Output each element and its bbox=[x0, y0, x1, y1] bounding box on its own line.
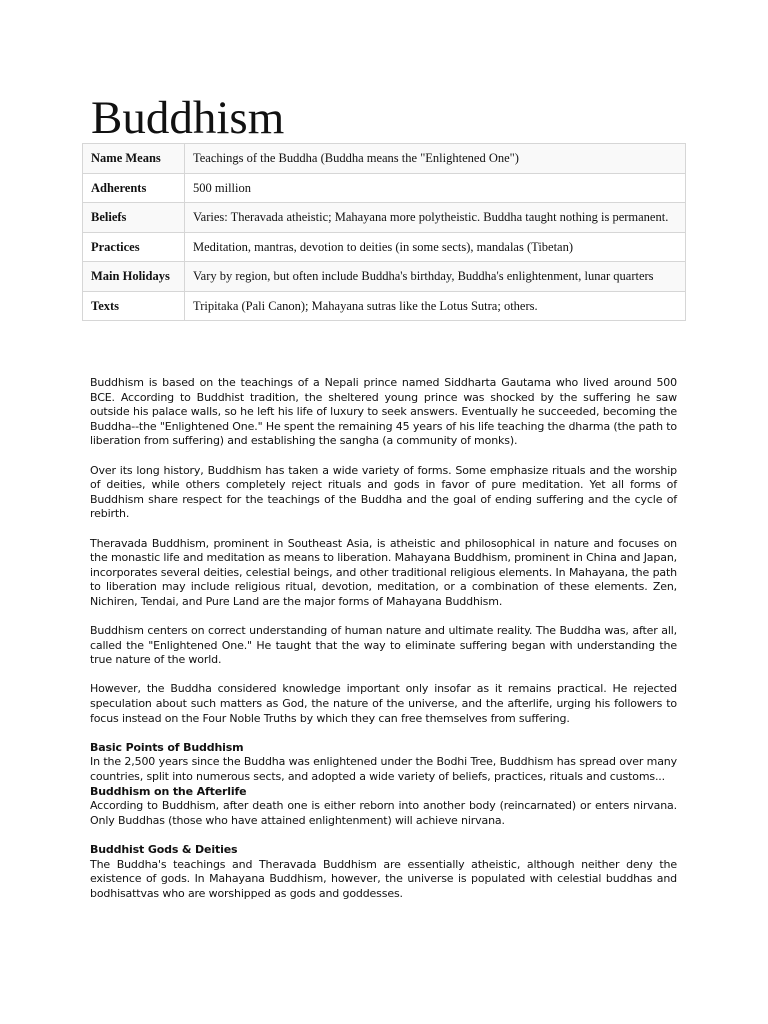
summary-table bbox=[82, 143, 686, 321]
row-value: Vary by region, but often include Buddha's birthday, Buddha's enlightenment, lunar quarters bbox=[185, 262, 686, 292]
page-title: Buddhism bbox=[91, 92, 285, 144]
section-heading: Basic Points of Buddhism bbox=[90, 740, 244, 754]
row-value: Teachings of the Buddha (Buddha means the "Enlightened One") bbox=[185, 144, 686, 174]
paragraph: Theravada Buddhism, prominent in Southeast Asia, is atheistic and philosophical in nature and focuses on the monastic life and meditation as means to liberation. Mahayana Buddhism, prominent in China and Japan, incorporates several deities, celestial beings, and other traditional religious elements. In Mahayana, the path to liberation may include religious ritual, devotion, meditation, or a combination of these elements. Zen, Nichiren, Tendai, and Pure Land are the major forms of Mahayana Buddhism. bbox=[90, 536, 677, 608]
row-key: Name Means bbox=[83, 144, 185, 174]
paragraph: Buddhism is based on the teachings of a Nepali prince named Siddharta Gautama who lived around 500 BCE. According to Buddhist tradition, the sheltered young prince was shocked by the suffering he saw outside his palace walls, so he left his life of luxury to seek answers. Eventually he succeeded, becoming the Buddha--the "Enlightened One." He spent the remaining 45 years of his life teaching the dharma (the path to liberation from suffering) and establishing the sangha (a community of monks). bbox=[90, 376, 677, 448]
table-row bbox=[83, 144, 686, 174]
paragraph: However, the Buddha considered knowledge important only insofar as it remains practical. He rejected speculation about such matters as God, the nature of the universe, and the afterlife, urging his followers to focus instead on the Four Noble Truths by which they can free themselves from suffering. bbox=[90, 682, 677, 725]
row-key: Texts bbox=[83, 291, 185, 321]
table-row bbox=[83, 203, 686, 233]
row-key: Beliefs bbox=[83, 203, 185, 233]
row-key: Practices bbox=[83, 232, 185, 262]
table-row bbox=[83, 232, 686, 262]
section-text: According to Buddhism, after death one is either reborn into another body (reincarnated) or enters nirvana. Only Buddhas (those who have attained enlightenment) will achieve nirvana. bbox=[90, 799, 677, 827]
row-key: Main Holidays bbox=[83, 262, 185, 292]
row-value: 500 million bbox=[185, 173, 686, 203]
table-row bbox=[83, 173, 686, 203]
table-row bbox=[83, 291, 686, 321]
section-heading: Buddhism on the Afterlife bbox=[90, 784, 247, 798]
table-row bbox=[83, 262, 686, 292]
row-value: Meditation, mantras, devotion to deities (in some sects), mandalas (Tibetan) bbox=[185, 232, 686, 262]
row-value: Tripitaka (Pali Canon); Mahayana sutras like the Lotus Sutra; others. bbox=[185, 291, 686, 321]
row-value: Varies: Theravada atheistic; Mahayana more polytheistic. Buddha taught nothing is permanent. bbox=[185, 203, 686, 233]
section-heading: Buddhist Gods & Deities bbox=[90, 843, 238, 856]
section-text: In the 2,500 years since the Buddha was enlightened under the Bodhi Tree, Buddhism has spread over many countries, split into numerous sects, and adopted a wide variety of beliefs, practices, rituals and customs... bbox=[90, 755, 677, 784]
paragraph: Over its long history, Buddhism has taken a wide variety of forms. Some emphasize rituals and the worship of deities, while others completely reject rituals and gods in favor of pure meditation. Yet all forms of Buddhism share respect for the teachings of the Buddha and the goal of ending suffering and the cycle of rebirth. bbox=[90, 463, 677, 521]
section-text: The Buddha's teachings and Theravada Buddhism are essentially atheistic, although neither deny the existence of gods. In Mahayana Buddhism, however, the universe is populated with celestial buddhas and bodhisattvas who are worshipped as gods and goddesses. bbox=[90, 857, 677, 900]
row-key: Adherents bbox=[83, 173, 185, 203]
article-body bbox=[90, 376, 677, 901]
paragraph: Buddhism centers on correct understanding of human nature and ultimate reality. The Buddha was, after all, called the "Enlightened One." He taught that the way to eliminate suffering began with understanding the true nature of the world. bbox=[90, 624, 677, 667]
